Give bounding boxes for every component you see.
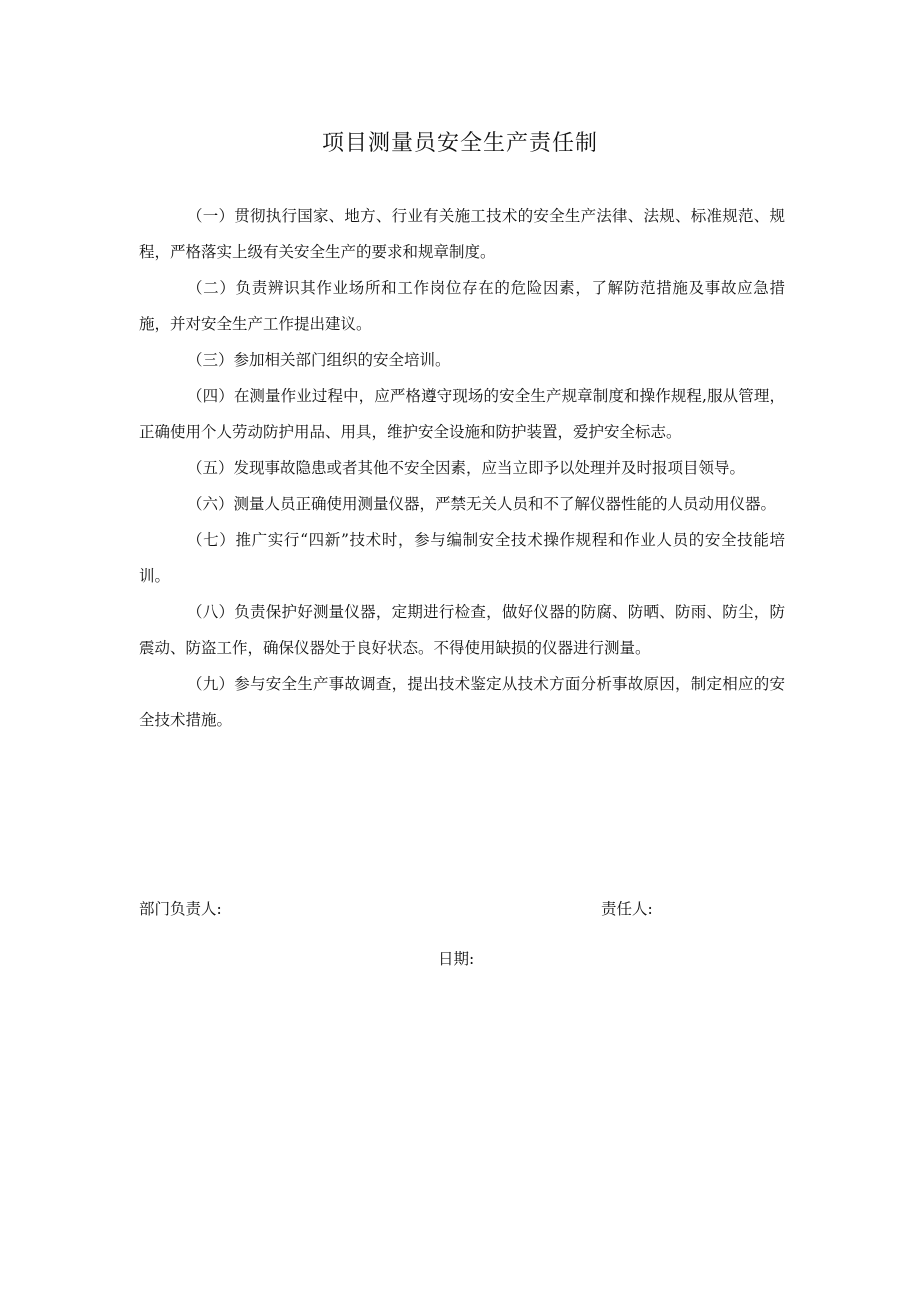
- responsible-person-signature-label: 责任人:: [601, 900, 653, 918]
- department-head-signature-label: 部门负责人:: [139, 900, 222, 918]
- document-body: [139, 198, 785, 738]
- clause-9: （九）参与安全生产事故调查，提出技术鉴定从技术方面分析事故原因，制定相应的安全技术措施。: [139, 675, 785, 729]
- clause-8: （八）负责保护好测量仪器，定期进行检查，做好仪器的防腐、防晒、防雨、防尘，防震动、防盗工作，确保仪器处于良好状态。不得使用缺损的仪器进行测量。: [139, 603, 785, 657]
- clause-4: （四）在测量作业过程中，应严格遵守现场的安全生产规章制度和操作规程,服从管理，正确使用个人劳动防护用品、用具，维护安全设施和防护装置，爱护安全标志。: [139, 387, 785, 441]
- clause-5: （五）发现事故隐患或者其他不安全因素，应当立即予以处理并及时报项目领导。: [187, 459, 746, 477]
- clause-3: （三）参加相关部门组织的安全培训。: [187, 351, 451, 369]
- date-label: 日期:: [438, 950, 475, 968]
- clause-1: （一）贯彻执行国家、地方、行业有关施工技术的安全生产法律、法规、标准规范、规程，严格落实上级有关安全生产的要求和规章制度。: [139, 207, 785, 261]
- clause-7: （七）推广实行“四新”技术时，参与编制安全技术操作规程和作业人员的安全技能培训。: [139, 531, 785, 585]
- clause-6: （六）测量人员正确使用测量仪器，严禁无关人员和不了解仪器性能的人员动用仪器。: [187, 495, 777, 513]
- document-title: 项目测量员安全生产责任制: [321, 131, 598, 156]
- clause-2: （二）负责辨识其作业场所和工作岗位存在的危险因素，了解防范措施及事故应急措施，并对安全生产工作提出建议。: [139, 279, 785, 333]
